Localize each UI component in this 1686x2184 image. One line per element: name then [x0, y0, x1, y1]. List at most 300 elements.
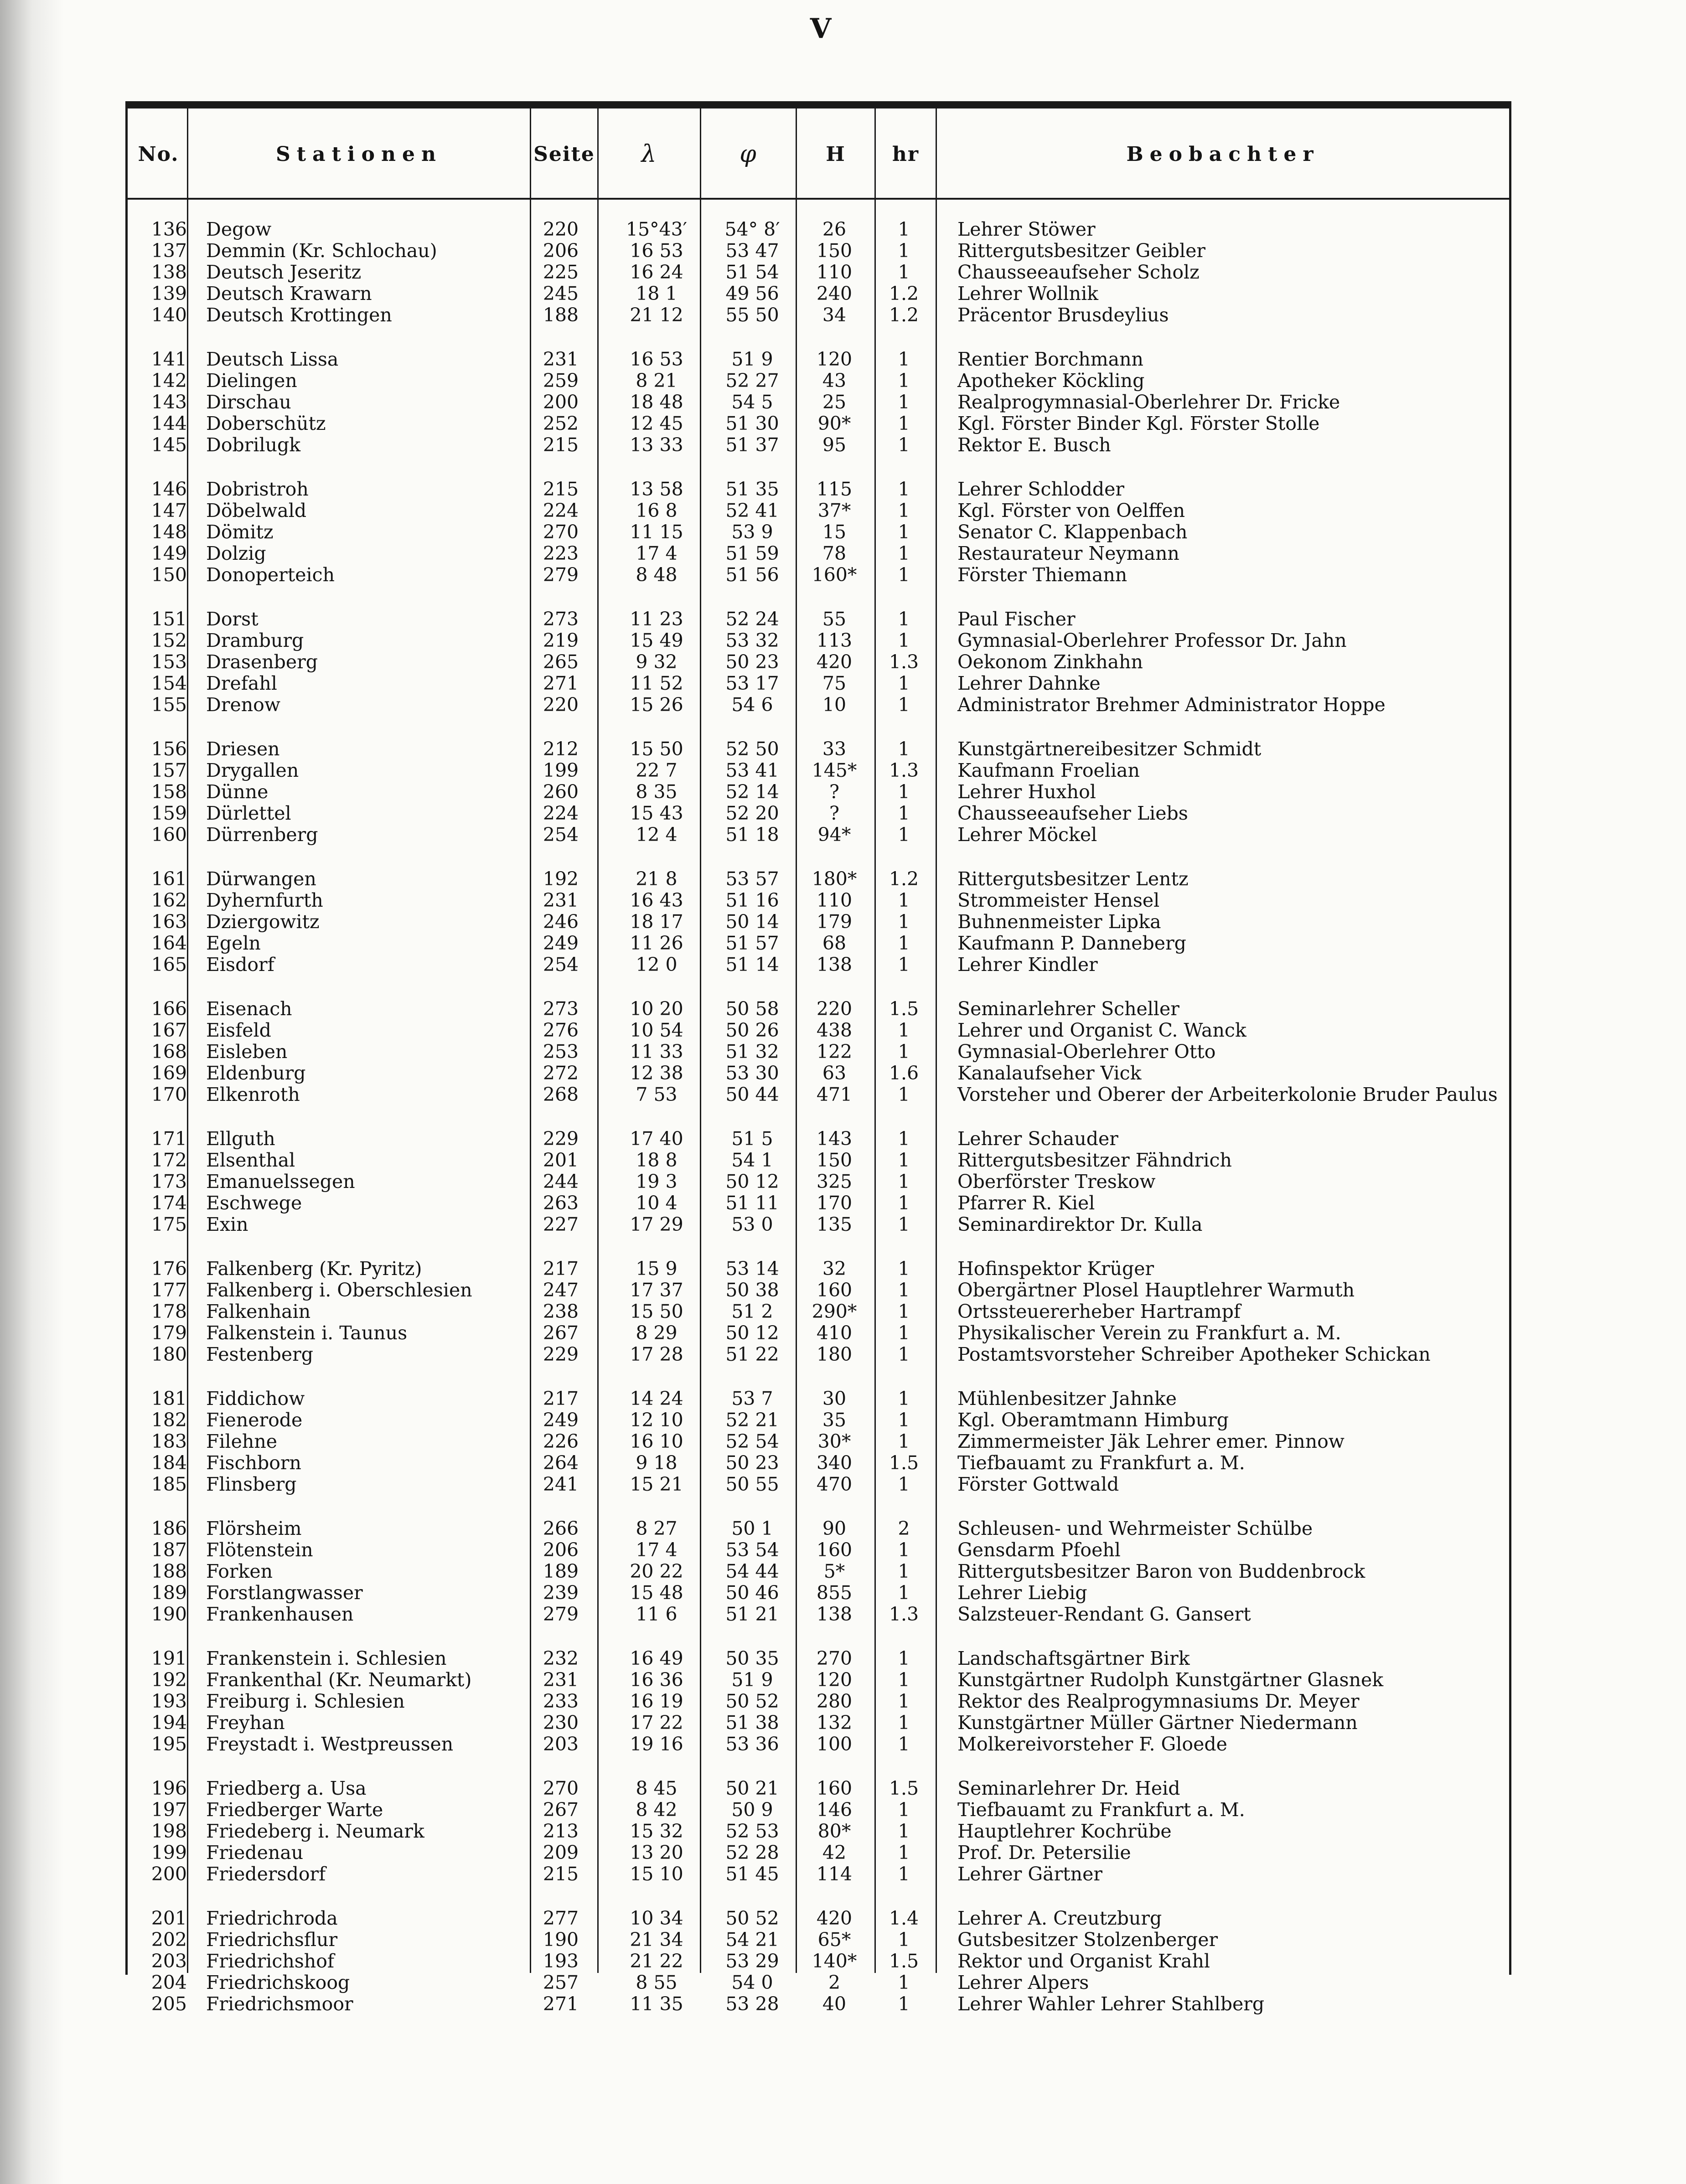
page-reference: 227: [543, 1213, 579, 1235]
station-number: 162: [151, 889, 187, 911]
table-row: [0, 1864, 1686, 1885]
longitude: 10 54: [630, 1019, 683, 1041]
station-name: Egeln: [206, 933, 261, 954]
rain-gauge-height: 1: [898, 1690, 910, 1712]
rain-gauge-height: 1: [898, 1582, 910, 1604]
longitude: 8 21: [636, 370, 678, 392]
station-name: Friedberger Warte: [206, 1799, 383, 1821]
station-group: [0, 1258, 1686, 1365]
longitude: 15 50: [630, 738, 683, 760]
rain-gauge-height: 1: [898, 630, 910, 651]
rain-gauge-height: 1: [898, 1301, 910, 1322]
rain-gauge-height: 1: [898, 672, 910, 694]
header-phi: φ: [740, 140, 757, 168]
longitude: 16 8: [636, 500, 678, 521]
latitude: 51 57: [725, 932, 779, 954]
table-row: [0, 1993, 1686, 2015]
longitude: 21 34: [630, 1929, 683, 1951]
longitude: 12 38: [630, 1062, 683, 1084]
station-name: Emanuelssegen: [206, 1171, 355, 1193]
page-reference: 279: [543, 564, 579, 586]
observer: Buhnenmeister Lipka: [957, 911, 1161, 933]
station-number: 193: [151, 1690, 187, 1712]
rain-gauge-height: 1.3: [889, 1603, 919, 1625]
table-row: [0, 824, 1686, 846]
rain-gauge-height: 1: [898, 911, 910, 933]
rain-gauge-height: 1: [898, 1669, 910, 1691]
observer: Rentier Borchmann: [957, 348, 1143, 370]
elevation: 410: [816, 1322, 853, 1344]
page-reference: 253: [543, 1041, 579, 1063]
latitude: 50 52: [725, 1690, 779, 1712]
station-group: [0, 349, 1686, 456]
station-number: 142: [151, 370, 187, 392]
latitude: 51 45: [725, 1863, 779, 1885]
latitude: 54 6: [731, 694, 773, 716]
station-number: 150: [151, 564, 187, 586]
station-name: Freiburg i. Schlesien: [206, 1691, 405, 1712]
page-reference: 229: [543, 1128, 579, 1150]
station-name: Dirschau: [206, 392, 291, 413]
latitude: 51 38: [725, 1712, 779, 1734]
page-reference: 257: [543, 1972, 579, 1993]
longitude: 12 0: [636, 954, 678, 976]
elevation: 180*: [812, 868, 857, 890]
page-reference: 239: [543, 1582, 579, 1604]
elevation: 138: [816, 1603, 853, 1625]
elevation: 110: [816, 889, 853, 911]
longitude: 11 26: [630, 932, 683, 954]
station-name: Dömitz: [206, 521, 274, 543]
observer: Rittergutsbesitzer Fähndrich: [957, 1149, 1232, 1171]
station-table-body: [0, 219, 1686, 2038]
latitude: 53 29: [725, 1950, 779, 1972]
page-reference: 241: [543, 1473, 579, 1495]
page-reference: 266: [543, 1518, 579, 1539]
latitude: 51 56: [725, 564, 779, 586]
station-name: Dziergowitz: [206, 911, 320, 933]
elevation: 32: [822, 1258, 847, 1280]
longitude: 15 26: [630, 694, 683, 716]
page-reference: 273: [543, 998, 579, 1020]
station-number: 156: [151, 738, 187, 760]
station-number: 183: [151, 1430, 187, 1452]
latitude: 53 0: [731, 1213, 773, 1235]
table-row: [0, 673, 1686, 694]
table-row: [0, 1712, 1686, 1734]
rain-gauge-height: 1: [898, 694, 910, 716]
elevation: 340: [816, 1452, 853, 1474]
rain-gauge-height: 1: [898, 781, 910, 803]
rain-gauge-height: 1: [898, 1192, 910, 1214]
latitude: 50 9: [731, 1799, 773, 1821]
table-row: [0, 933, 1686, 954]
observer: Rektor des Realprogymnasiums Dr. Meyer: [957, 1690, 1360, 1712]
station-number: 184: [151, 1452, 187, 1474]
longitude: 18 8: [636, 1149, 678, 1171]
page-reference: 220: [543, 218, 579, 240]
elevation: 420: [816, 1907, 853, 1929]
station-name: Elkenroth: [206, 1084, 300, 1105]
observer: Physikalischer Verein zu Frankfurt a. M.: [957, 1322, 1341, 1344]
rain-gauge-height: 1: [898, 1647, 910, 1669]
latitude: 51 59: [725, 542, 779, 564]
elevation: 43: [822, 370, 847, 392]
observer: Förster Thiemann: [957, 564, 1127, 586]
station-number: 158: [151, 781, 187, 803]
elevation: 438: [816, 1019, 853, 1041]
longitude: 11 52: [630, 672, 683, 694]
station-number: 187: [151, 1539, 187, 1561]
observer: Förster Gottwald: [957, 1473, 1119, 1495]
station-name: Fienerode: [206, 1410, 303, 1431]
page-reference: 238: [543, 1301, 579, 1322]
observer: Vorsteher und Oberer der Arbeiterkolonie Bruder Paulus: [957, 1084, 1498, 1105]
latitude: 50 44: [725, 1084, 779, 1105]
elevation: ?: [829, 781, 839, 803]
table-row: [0, 1193, 1686, 1214]
page-reference: 224: [543, 500, 579, 521]
page-reference: 247: [543, 1279, 579, 1301]
observer: Tiefbauamt zu Frankfurt a. M.: [957, 1452, 1245, 1474]
elevation: 115: [816, 478, 853, 500]
longitude: 17 4: [636, 1539, 678, 1561]
elevation: 110: [816, 261, 853, 283]
station-name: Dobrilugk: [206, 434, 301, 456]
station-number: 141: [151, 348, 187, 370]
station-name: Eisdorf: [206, 954, 274, 976]
observer: Zimmermeister Jäk Lehrer emer. Pinnow: [957, 1430, 1345, 1452]
longitude: 22 7: [636, 759, 678, 781]
elevation: 100: [816, 1733, 853, 1755]
latitude: 52 27: [725, 370, 779, 392]
station-number: 192: [151, 1669, 187, 1691]
station-number: 186: [151, 1518, 187, 1539]
elevation: 40: [822, 1993, 847, 2015]
page-reference: 215: [543, 434, 579, 456]
longitude: 21 12: [630, 304, 683, 326]
station-name: Dorst: [206, 609, 259, 630]
rain-gauge-height: 1.2: [889, 283, 919, 305]
station-name: Dyhernfurth: [206, 890, 323, 911]
station-number: 160: [151, 824, 187, 846]
table-row: [0, 998, 1686, 1020]
table-row: [0, 1539, 1686, 1561]
station-name: Dobristroh: [206, 479, 309, 500]
table-row: [0, 1929, 1686, 1951]
longitude: 15°43′: [626, 218, 688, 240]
station-name: Friedrichsmoor: [206, 1993, 353, 2015]
station-number: 181: [151, 1388, 187, 1410]
longitude: 16 19: [630, 1690, 683, 1712]
table-row: [0, 1582, 1686, 1604]
observer: Administrator Brehmer Administrator Hoppe: [957, 694, 1386, 716]
rain-gauge-height: 2: [898, 1518, 910, 1539]
observer: Schleusen- und Wehrmeister Schülbe: [957, 1518, 1313, 1539]
longitude: 20 22: [630, 1560, 683, 1582]
table-row: [0, 1322, 1686, 1344]
table-row: [0, 1084, 1686, 1105]
table-row: [0, 1150, 1686, 1171]
station-name: Friedberg a. Usa: [206, 1778, 367, 1799]
observer: Molkereivorsteher F. Gloede: [957, 1733, 1227, 1755]
observer: Gensdarm Pfoehl: [957, 1539, 1121, 1561]
rain-gauge-height: 1: [898, 391, 910, 413]
station-name: Friedeberg i. Neumark: [206, 1821, 424, 1842]
station-name: Eisfeld: [206, 1020, 271, 1041]
elevation: 135: [816, 1213, 853, 1235]
rain-gauge-height: 1: [898, 1041, 910, 1063]
page-reference: 273: [543, 608, 579, 630]
elevation: 160: [816, 1279, 853, 1301]
station-number: 152: [151, 630, 187, 651]
table-row: [0, 543, 1686, 564]
elevation: ?: [829, 802, 839, 824]
station-name: Falkenberg i. Oberschlesien: [206, 1280, 472, 1301]
station-name: Falkenberg (Kr. Pyritz): [206, 1258, 422, 1280]
station-number: 180: [151, 1343, 187, 1365]
page-reference: 217: [543, 1388, 579, 1410]
longitude: 18 48: [630, 391, 683, 413]
elevation: 34: [822, 304, 847, 326]
table-row: [0, 1388, 1686, 1410]
observer: Kaufmann P. Danneberg: [957, 932, 1186, 954]
observer: Pfarrer R. Kiel: [957, 1192, 1095, 1214]
page-reference: 231: [543, 348, 579, 370]
observer: Lehrer Dahnke: [957, 672, 1101, 694]
longitude: 15 43: [630, 802, 683, 824]
longitude: 17 28: [630, 1343, 683, 1365]
elevation: 68: [822, 932, 847, 954]
latitude: 53 30: [725, 1062, 779, 1084]
observer: Oekonom Zinkhahn: [957, 651, 1143, 673]
latitude: 54° 8′: [724, 218, 780, 240]
elevation: 143: [816, 1128, 853, 1150]
rain-gauge-height: 1.2: [889, 304, 919, 326]
station-number: 173: [151, 1171, 187, 1193]
station-name: Friedersdorf: [206, 1864, 326, 1885]
rain-gauge-height: 1: [898, 1473, 910, 1495]
observer: Oberförster Treskow: [957, 1171, 1156, 1193]
elevation: 160*: [812, 564, 857, 586]
latitude: 52 53: [725, 1820, 779, 1842]
rain-gauge-height: 1.4: [889, 1907, 919, 1929]
table-row: [0, 1128, 1686, 1150]
page-reference: 201: [543, 1149, 579, 1171]
station-name: Frankenstein i. Schlesien: [206, 1648, 447, 1669]
latitude: 51 9: [731, 1669, 773, 1691]
table-row: [0, 240, 1686, 262]
longitude: 17 40: [630, 1128, 683, 1150]
station-number: 196: [151, 1777, 187, 1799]
latitude: 54 1: [731, 1149, 773, 1171]
page-reference: 232: [543, 1647, 579, 1669]
station-name: Ellguth: [206, 1128, 275, 1150]
rain-gauge-height: 1: [898, 500, 910, 521]
latitude: 51 32: [725, 1041, 779, 1063]
observer: Kunstgärtner Müller Gärtner Niedermann: [957, 1712, 1358, 1734]
elevation: 30*: [817, 1430, 851, 1452]
station-name: Donoperteich: [206, 564, 335, 586]
longitude: 15 49: [630, 630, 683, 651]
table-row: [0, 413, 1686, 434]
rain-gauge-height: 1: [898, 1128, 910, 1150]
station-number: 168: [151, 1041, 187, 1063]
station-number: 178: [151, 1301, 187, 1322]
station-name: Deutsch Lissa: [206, 349, 339, 370]
longitude: 19 16: [630, 1733, 683, 1755]
station-number: 151: [151, 608, 187, 630]
observer: Lehrer Alpers: [957, 1972, 1089, 1993]
elevation: 78: [822, 542, 847, 564]
latitude: 54 44: [725, 1560, 779, 1582]
rain-gauge-height: 1: [898, 478, 910, 500]
page-reference: 233: [543, 1690, 579, 1712]
observer: Rektor und Organist Krahl: [957, 1950, 1210, 1972]
page-reference: 276: [543, 1019, 579, 1041]
elevation: 5*: [823, 1560, 845, 1582]
rain-gauge-height: 1: [898, 1430, 910, 1452]
longitude: 11 35: [630, 1993, 683, 2015]
rain-gauge-height: 1: [898, 1863, 910, 1885]
longitude: 16 36: [630, 1669, 683, 1691]
station-number: 179: [151, 1322, 187, 1344]
station-name: Friedrichshof: [206, 1951, 335, 1972]
elevation: 2: [828, 1972, 841, 1993]
elevation: 160: [816, 1777, 853, 1799]
rain-gauge-height: 1: [898, 1972, 910, 1993]
observer: Lehrer und Organist C. Wanck: [957, 1019, 1246, 1041]
longitude: 10 20: [630, 998, 683, 1020]
page-reference: 264: [543, 1452, 579, 1474]
station-name: Flötenstein: [206, 1539, 313, 1561]
latitude: 53 54: [725, 1539, 779, 1561]
latitude: 50 26: [725, 1019, 779, 1041]
longitude: 18 17: [630, 911, 683, 933]
observer: Lehrer Wollnik: [957, 283, 1099, 305]
rain-gauge-height: 1: [898, 1343, 910, 1365]
page-number: V: [810, 13, 832, 45]
page-reference: 267: [543, 1322, 579, 1344]
elevation: 170: [816, 1192, 853, 1214]
observer: Rittergutsbesitzer Geibler: [957, 240, 1205, 262]
station-name: Dünne: [206, 781, 269, 803]
elevation: 42: [822, 1842, 847, 1864]
observer: Obergärtner Plosel Hauptlehrer Warmuth: [957, 1279, 1355, 1301]
longitude: 10 34: [630, 1907, 683, 1929]
rain-gauge-height: 1: [898, 738, 910, 760]
table-row: [0, 1171, 1686, 1193]
observer: Rittergutsbesitzer Lentz: [957, 868, 1189, 890]
station-number: 147: [151, 500, 187, 521]
station-number: 191: [151, 1647, 187, 1669]
header-h: H: [826, 142, 846, 166]
rain-gauge-height: 1: [898, 1258, 910, 1280]
observer: Gymnasial-Oberlehrer Otto: [957, 1041, 1216, 1063]
station-number: 136: [151, 218, 187, 240]
elevation: 80*: [817, 1820, 851, 1842]
table-row: [0, 349, 1686, 370]
station-group: [0, 609, 1686, 716]
latitude: 52 24: [725, 608, 779, 630]
table-row: [0, 305, 1686, 326]
longitude: 11 15: [630, 521, 683, 543]
table-row: [0, 1214, 1686, 1235]
longitude: 16 24: [630, 261, 683, 283]
page-reference: 219: [543, 630, 579, 651]
longitude: 17 29: [630, 1213, 683, 1235]
page-reference: 230: [543, 1712, 579, 1734]
table-row: [0, 630, 1686, 651]
page-reference: 225: [543, 261, 579, 283]
longitude: 16 53: [630, 240, 683, 262]
latitude: 54 0: [731, 1972, 773, 1993]
observer: Kgl. Förster Binder Kgl. Förster Stolle: [957, 413, 1320, 434]
table-row: [0, 370, 1686, 392]
station-name: Dramburg: [206, 630, 304, 651]
station-name: Deutsch Krottingen: [206, 305, 392, 326]
observer: Postamtsvorsteher Schreiber Apotheker Schickan: [957, 1343, 1431, 1365]
station-number: 145: [151, 434, 187, 456]
table-row: [0, 1452, 1686, 1474]
longitude: 10 4: [636, 1192, 678, 1214]
elevation: 90*: [817, 413, 851, 434]
station-name: Drygallen: [206, 760, 299, 781]
longitude: 21 22: [630, 1950, 683, 1972]
latitude: 53 47: [725, 240, 779, 262]
rain-gauge-height: 1: [898, 1539, 910, 1561]
station-name: Döbelwald: [206, 500, 307, 521]
station-name: Freystadt i. Westpreussen: [206, 1734, 454, 1755]
station-name: Dürrenberg: [206, 824, 318, 846]
table-row: [0, 1561, 1686, 1582]
page-reference: 215: [543, 478, 579, 500]
latitude: 53 36: [725, 1733, 779, 1755]
table-row: [0, 1474, 1686, 1495]
longitude: 8 48: [636, 564, 678, 586]
longitude: 8 35: [636, 781, 678, 803]
table-row: [0, 890, 1686, 911]
page-reference: 268: [543, 1084, 579, 1105]
page-reference: 226: [543, 1430, 579, 1452]
observer: Seminarlehrer Dr. Heid: [957, 1777, 1180, 1799]
rain-gauge-height: 1: [898, 521, 910, 543]
observer: Lehrer A. Creutzburg: [957, 1907, 1162, 1929]
latitude: 50 12: [725, 1171, 779, 1193]
station-number: 174: [151, 1192, 187, 1214]
elevation: 30: [822, 1388, 847, 1410]
station-name: Friedenau: [206, 1842, 304, 1864]
latitude: 50 1: [731, 1518, 773, 1539]
rain-gauge-height: 1: [898, 370, 910, 392]
page-reference: 220: [543, 694, 579, 716]
station-number: 203: [151, 1950, 187, 1972]
elevation: 63: [822, 1062, 847, 1084]
latitude: 49 56: [725, 283, 779, 305]
station-number: 170: [151, 1084, 187, 1105]
page-reference: 272: [543, 1062, 579, 1084]
rain-gauge-height: 1: [898, 240, 910, 262]
observer: Restaurateur Neymann: [957, 542, 1179, 564]
station-name: Exin: [206, 1214, 248, 1235]
table-row: [0, 1041, 1686, 1063]
station-group: [0, 868, 1686, 976]
elevation: 90: [822, 1518, 847, 1539]
latitude: 52 20: [725, 802, 779, 824]
elevation: 65*: [817, 1929, 851, 1951]
header-no: No.: [138, 142, 179, 166]
table-row: [0, 803, 1686, 824]
